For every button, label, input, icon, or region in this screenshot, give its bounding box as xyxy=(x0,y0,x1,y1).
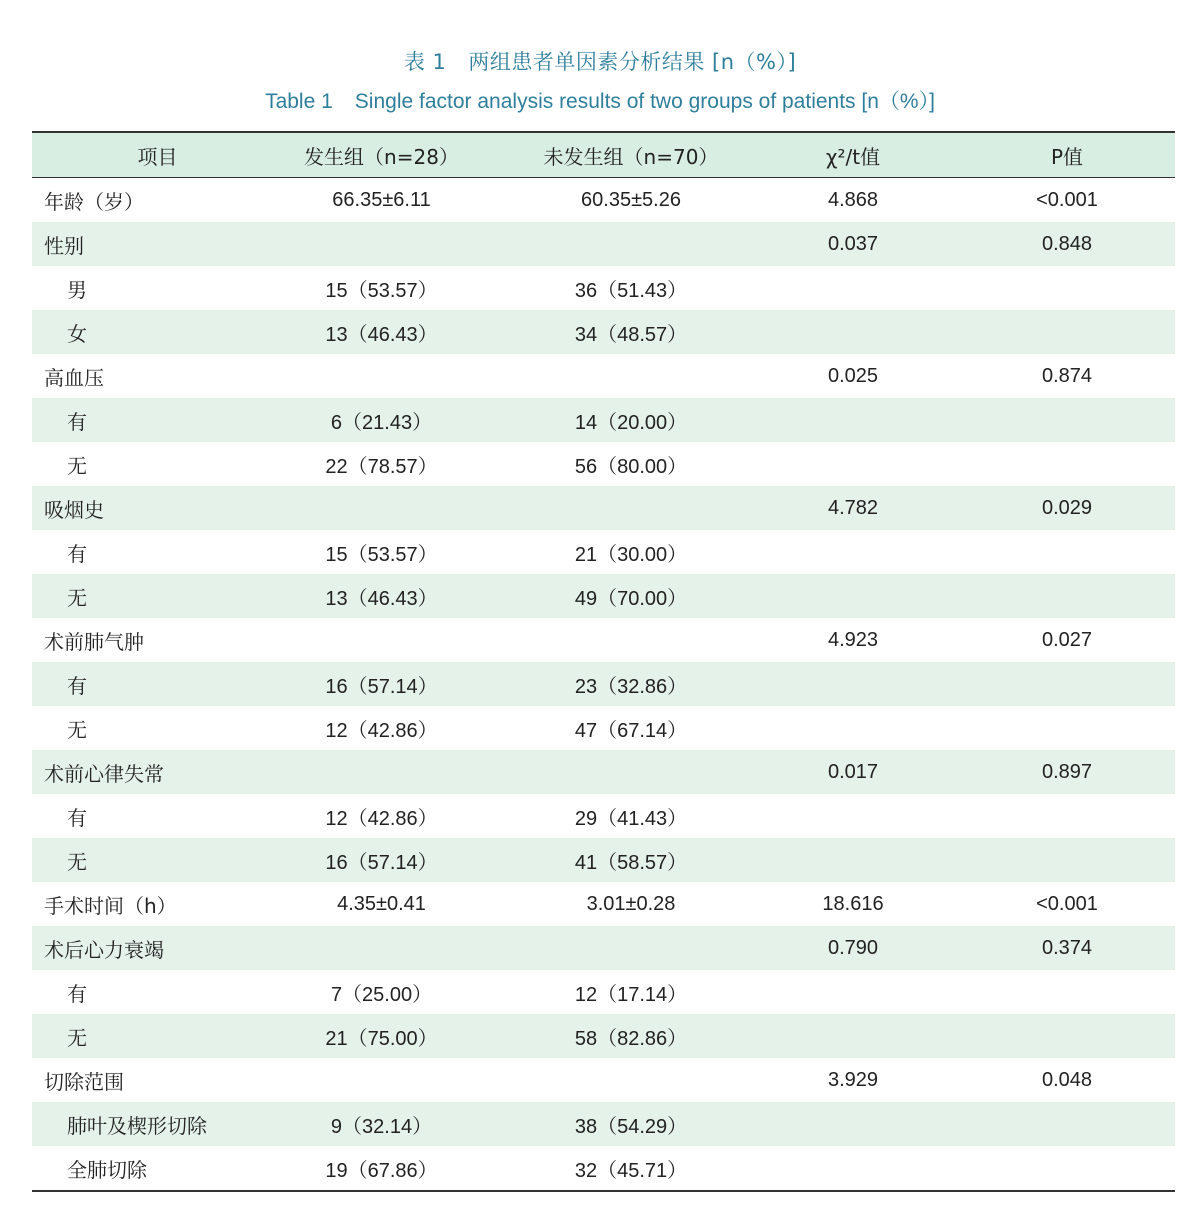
cell-non-occur-group: 56（80.00） xyxy=(574,455,688,478)
cell-p-value xyxy=(959,398,1175,442)
table-row xyxy=(32,1146,1175,1191)
table-row xyxy=(32,794,1175,838)
cell-item: 切除范围 xyxy=(44,1069,124,1094)
cell-statistic: 0.790 xyxy=(827,936,879,959)
cell-item: 有 xyxy=(67,541,87,566)
cell-non-occur-group: 60.35±5.26 xyxy=(581,188,681,211)
cell-non-occur-group: 47（67.14） xyxy=(574,719,688,742)
cell-occur-group: 19（67.86） xyxy=(325,1159,438,1182)
table-row xyxy=(32,442,1175,486)
table-caption-chinese xyxy=(0,46,1200,76)
cell-item: 年龄（岁） xyxy=(44,189,144,214)
table-row xyxy=(32,662,1175,706)
table-row xyxy=(32,750,1175,794)
cell-item: 肺叶及楔形切除 xyxy=(67,1113,207,1138)
cell-non-occur-group: 34（48.57） xyxy=(574,323,688,346)
cell-p-value: 0.027 xyxy=(1041,628,1093,651)
caption-cn-title: 两组患者单因素分析结果 [n（%）] xyxy=(468,50,797,74)
cell-p-value xyxy=(959,1014,1175,1058)
cell-p-value: 0.374 xyxy=(1041,936,1093,959)
cell-occur-group: 12（42.86） xyxy=(325,807,438,830)
cell-item: 术后心力衰竭 xyxy=(44,937,164,962)
cell-item: 手术时间（h） xyxy=(44,893,177,918)
cell-p-value xyxy=(959,266,1175,310)
cell-item: 无 xyxy=(67,453,87,478)
cell-statistic xyxy=(747,970,959,1014)
cell-occur-group xyxy=(248,926,515,970)
caption-en-title: Single factor analysis results of two groups of patients [n（%）] xyxy=(354,90,935,113)
cell-p-value xyxy=(959,970,1175,1014)
table-row xyxy=(32,926,1175,970)
header-occur-group: 发生组（n=28） xyxy=(304,144,459,169)
cell-item: 性别 xyxy=(44,233,84,258)
cell-item: 术前肺气肿 xyxy=(44,629,144,654)
cell-occur-group: 13（46.43） xyxy=(325,323,438,346)
cell-statistic xyxy=(747,266,959,310)
cell-p-value: 0.848 xyxy=(1041,232,1093,255)
cell-item: 有 xyxy=(67,805,87,830)
table-row xyxy=(32,618,1175,662)
results-table-container xyxy=(32,131,1175,1192)
cell-occur-group xyxy=(248,354,515,398)
cell-item: 女 xyxy=(67,321,87,346)
cell-non-occur-group: 29（41.43） xyxy=(574,807,688,830)
cell-non-occur-group xyxy=(515,1058,747,1102)
cell-statistic: 0.037 xyxy=(827,232,879,255)
table-row xyxy=(32,882,1175,926)
cell-statistic: 0.017 xyxy=(827,760,879,783)
cell-p-value xyxy=(959,706,1175,750)
cell-occur-group: 6（21.43） xyxy=(330,411,433,434)
cell-p-value: 0.874 xyxy=(1041,364,1093,387)
cell-p-value xyxy=(959,1146,1175,1191)
cell-occur-group xyxy=(248,486,515,530)
cell-p-value xyxy=(959,662,1175,706)
cell-occur-group: 21（75.00） xyxy=(325,1027,438,1050)
table-row xyxy=(32,1014,1175,1058)
cell-item: 术前心律失常 xyxy=(44,761,164,786)
table-row xyxy=(32,574,1175,618)
cell-item: 吸烟史 xyxy=(44,497,104,522)
table-header-row xyxy=(32,132,1175,178)
table-row xyxy=(32,486,1175,530)
cell-item: 全肺切除 xyxy=(67,1157,147,1182)
cell-item: 男 xyxy=(67,277,87,302)
cell-non-occur-group xyxy=(515,222,747,266)
cell-item: 有 xyxy=(67,673,87,698)
cell-non-occur-group: 58（82.86） xyxy=(574,1027,688,1050)
cell-item: 高血压 xyxy=(44,365,104,390)
table-row xyxy=(32,970,1175,1014)
caption-cn-label: 表 1 xyxy=(403,50,447,74)
cell-statistic xyxy=(747,1146,959,1191)
cell-statistic: 4.923 xyxy=(827,628,879,651)
table-row xyxy=(32,398,1175,442)
cell-occur-group: 9（32.14） xyxy=(330,1115,433,1138)
cell-non-occur-group: 41（58.57） xyxy=(574,851,688,874)
cell-statistic xyxy=(747,530,959,574)
caption-en-label: Table 1 xyxy=(265,90,333,113)
table-row xyxy=(32,1058,1175,1102)
cell-occur-group xyxy=(248,222,515,266)
table-row xyxy=(32,266,1175,310)
cell-p-value: <0.001 xyxy=(1036,892,1098,915)
cell-non-occur-group xyxy=(515,354,747,398)
cell-non-occur-group xyxy=(515,750,747,794)
cell-occur-group: 12（42.86） xyxy=(325,719,438,742)
cell-non-occur-group: 12（17.14） xyxy=(574,983,688,1006)
header-item: 项目 xyxy=(137,144,178,169)
cell-statistic: 4.782 xyxy=(827,496,879,519)
cell-occur-group: 66.35±6.11 xyxy=(332,188,431,211)
cell-statistic xyxy=(747,838,959,882)
header-statistic: χ²/t值 xyxy=(825,144,881,169)
cell-non-occur-group: 3.01±0.28 xyxy=(586,892,676,915)
cell-item: 无 xyxy=(67,849,87,874)
cell-statistic xyxy=(747,1102,959,1146)
cell-occur-group: 15（53.57） xyxy=(325,543,438,566)
cell-statistic: 3.929 xyxy=(827,1068,879,1091)
cell-non-occur-group: 38（54.29） xyxy=(574,1115,688,1138)
cell-p-value xyxy=(959,794,1175,838)
cell-occur-group xyxy=(248,1058,515,1102)
cell-p-value: <0.001 xyxy=(1036,188,1098,211)
table-body xyxy=(32,178,1175,1192)
cell-non-occur-group: 23（32.86） xyxy=(574,675,688,698)
cell-non-occur-group xyxy=(515,926,747,970)
cell-non-occur-group xyxy=(515,618,747,662)
cell-statistic xyxy=(747,1014,959,1058)
cell-occur-group: 22（78.57） xyxy=(325,455,438,478)
table-row xyxy=(32,706,1175,750)
cell-item: 无 xyxy=(67,717,87,742)
table-row xyxy=(32,838,1175,882)
cell-item: 无 xyxy=(67,585,87,610)
cell-occur-group xyxy=(248,750,515,794)
cell-occur-group xyxy=(248,618,515,662)
cell-item: 有 xyxy=(67,981,87,1006)
cell-non-occur-group: 49（70.00） xyxy=(574,587,688,610)
cell-occur-group: 7（25.00） xyxy=(330,983,433,1006)
cell-occur-group: 16（57.14） xyxy=(325,675,438,698)
cell-non-occur-group xyxy=(515,486,747,530)
cell-statistic xyxy=(747,574,959,618)
cell-non-occur-group: 14（20.00） xyxy=(574,411,688,434)
cell-p-value: 0.048 xyxy=(1041,1068,1093,1091)
cell-statistic: 4.868 xyxy=(827,188,879,211)
cell-p-value xyxy=(959,530,1175,574)
cell-statistic: 0.025 xyxy=(827,364,879,387)
cell-p-value xyxy=(959,1102,1175,1146)
cell-p-value xyxy=(959,838,1175,882)
table-caption-english xyxy=(0,85,1200,115)
cell-occur-group: 16（57.14） xyxy=(325,851,438,874)
cell-p-value xyxy=(959,574,1175,618)
cell-occur-group: 4.35±0.41 xyxy=(337,892,426,915)
cell-non-occur-group: 32（45.71） xyxy=(574,1159,688,1182)
cell-occur-group: 13（46.43） xyxy=(325,587,438,610)
cell-non-occur-group: 36（51.43） xyxy=(574,279,688,302)
cell-statistic xyxy=(747,310,959,354)
cell-statistic xyxy=(747,662,959,706)
cell-statistic xyxy=(747,794,959,838)
table-row xyxy=(32,1102,1175,1146)
header-p-value: P值 xyxy=(1050,144,1084,169)
cell-statistic xyxy=(747,442,959,486)
cell-item: 无 xyxy=(67,1025,87,1050)
cell-non-occur-group: 21（30.00） xyxy=(574,543,688,566)
cell-item: 有 xyxy=(67,409,87,434)
cell-p-value xyxy=(959,310,1175,354)
table-row xyxy=(32,178,1175,223)
table-row xyxy=(32,354,1175,398)
cell-occur-group: 15（53.57） xyxy=(325,279,438,302)
table-row xyxy=(32,222,1175,266)
cell-statistic xyxy=(747,398,959,442)
table-row xyxy=(32,310,1175,354)
cell-p-value: 0.029 xyxy=(1041,496,1093,519)
header-non-occur-group: 未发生组（n=70） xyxy=(543,144,719,169)
cell-p-value: 0.897 xyxy=(1041,760,1093,783)
cell-statistic xyxy=(747,706,959,750)
cell-statistic: 18.616 xyxy=(822,892,884,915)
results-table xyxy=(32,131,1175,1192)
cell-p-value xyxy=(959,442,1175,486)
table-row xyxy=(32,530,1175,574)
